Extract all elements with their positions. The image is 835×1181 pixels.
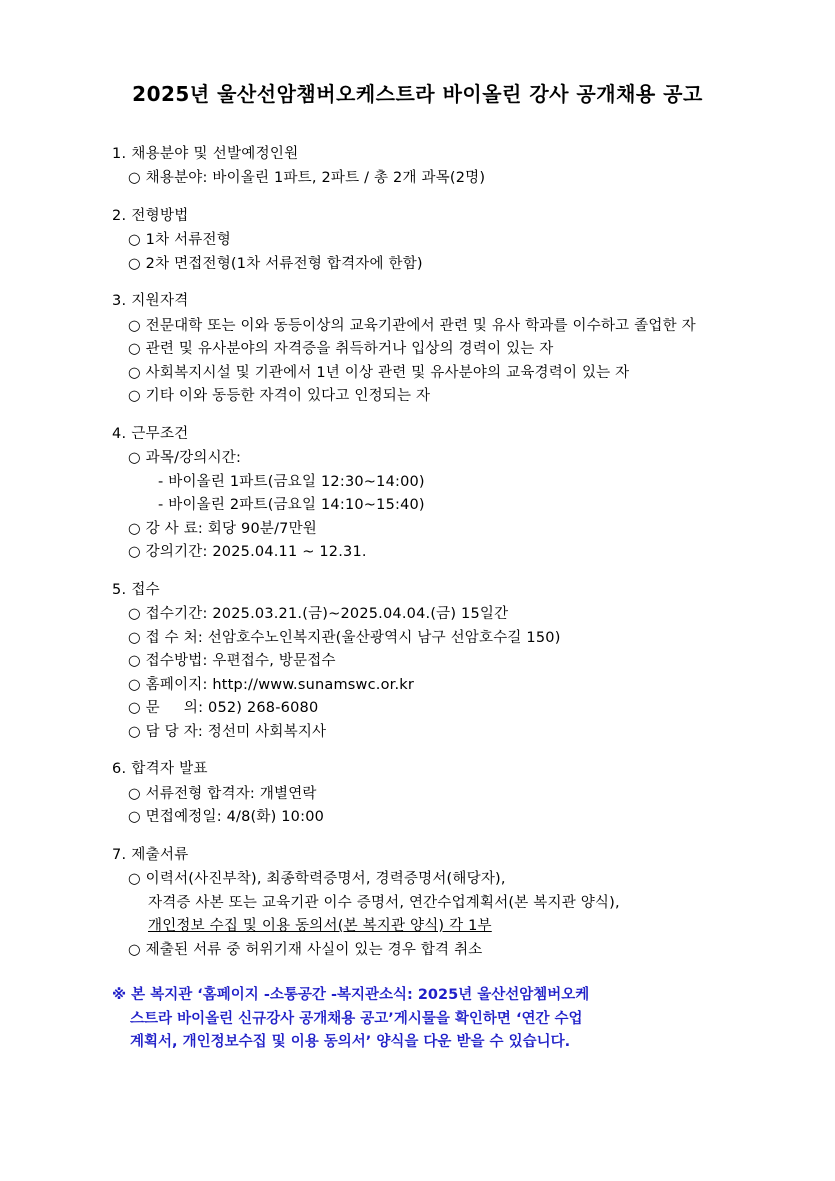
section-required-documents [112, 844, 765, 962]
section-heading: 2. 전형방법 [112, 207, 189, 224]
list-item-contact-person: ○ 담 당 자: 정선미 사회복지사 [128, 723, 327, 740]
list-subitem: - 바이올린 1파트(금요일 12:30~14:00) [158, 473, 425, 490]
section-announcement [112, 758, 765, 829]
list-item: ○ 기타 이와 동등한 자격이 있다고 인정되는 자 [128, 388, 431, 405]
section-heading: 7. 제출서류 [112, 846, 189, 863]
list-item: ○ 서류전형 합격자: 개별연락 [128, 785, 317, 802]
list-item: ○ 면접예정일: 4/8(화) 10:00 [128, 809, 325, 826]
list-item: ○ 접수기간: 2025.03.21.(금)~2025.04.04.(금) 15일간 [128, 606, 509, 623]
section-heading: 4. 근무조건 [112, 425, 189, 442]
list-item: ○ 채용분야: 바이올린 1파트, 2파트 / 총 2개 과목(2명) [128, 170, 486, 187]
list-subitem: - 바이올린 2파트(금요일 14:10~15:40) [158, 497, 425, 514]
section-selection-method [112, 205, 765, 276]
section-heading: 1. 채용분야 및 선발예정인원 [112, 146, 299, 162]
list-item: ○ 접 수 처: 선암호수노인복지관(울산광역시 남구 선암호수길 150) [128, 629, 561, 646]
footer-note-line: 계획서, 개인정보수집 및 이용 동의서’ 양식을 다운 받을 수 있습니다. [130, 1033, 571, 1050]
section-heading: 3. 지원자격 [112, 293, 189, 310]
section-qualifications [112, 290, 765, 408]
list-item: ○ 전문대학 또는 이와 동등이상의 교육기관에서 관련 및 유사 학과를 이수하고 졸업한 자 [128, 317, 696, 334]
list-item: ○ 사회복지시설 및 기관에서 1년 이상 관련 및 유사분야의 교육경력이 있는 자 [128, 364, 630, 381]
list-item: ○ 과목/강의시간: [128, 450, 242, 467]
list-item: ○ 관련 및 유사분야의 자격증을 취득하거나 입상의 경력이 있는 자 [128, 341, 554, 358]
list-item: ○ 강 사 료: 회당 90분/7만원 [128, 520, 317, 537]
list-item-continuation: 개인정보 수집 및 이용 동의서(본 복지관 양식) 각 1부 [148, 918, 492, 935]
list-item: ○ 1차 서류전형 [128, 232, 231, 249]
list-item: ○ 제출된 서류 중 허위기재 사실이 있는 경우 합격 취소 [128, 941, 483, 958]
list-item: ○ 2차 면접전형(1차 서류전형 합격자에 한함) [128, 255, 423, 272]
section-working-conditions [112, 423, 765, 565]
page-title: 2025년 울산선암챔버오케스트라 바이올린 강사 공개채용 공고 [132, 82, 703, 106]
list-item-phone: ○ 문 의: 052) 268-6080 [128, 700, 319, 717]
list-item: ○ 강의기간: 2025.04.11 ~ 12.31. [128, 544, 367, 561]
section-heading: 6. 합격자 발표 [112, 761, 208, 778]
list-item: ○ 접수방법: 우편접수, 방문접수 [128, 653, 336, 670]
section-recruitment-field [112, 143, 765, 191]
footer-note [70, 984, 765, 1054]
footer-note-line: 스트라 바이올린 신규강사 공개채용 공고’게시물을 확인하면 ‘연간 수업 [130, 1010, 583, 1027]
section-application [112, 579, 765, 744]
footer-note-line: ※ 본 복지관 ‘홈페이지 -소통공간 -복지관소식: 2025년 울산선암쳄버오케 [112, 987, 590, 1004]
document-body [70, 143, 765, 962]
section-heading: 5. 접수 [112, 581, 160, 598]
list-item-continuation: 자격증 사본 또는 교육기관 이수 증명서, 연간수업계획서(본 복지관 양식), [148, 894, 620, 911]
list-item: ○ 이력서(사진부착), 최종학력증명서, 경력증명서(해당자), [128, 871, 506, 888]
list-item-homepage[interactable]: ○ 홈페이지: http://www.sunamswc.or.kr [128, 676, 415, 693]
